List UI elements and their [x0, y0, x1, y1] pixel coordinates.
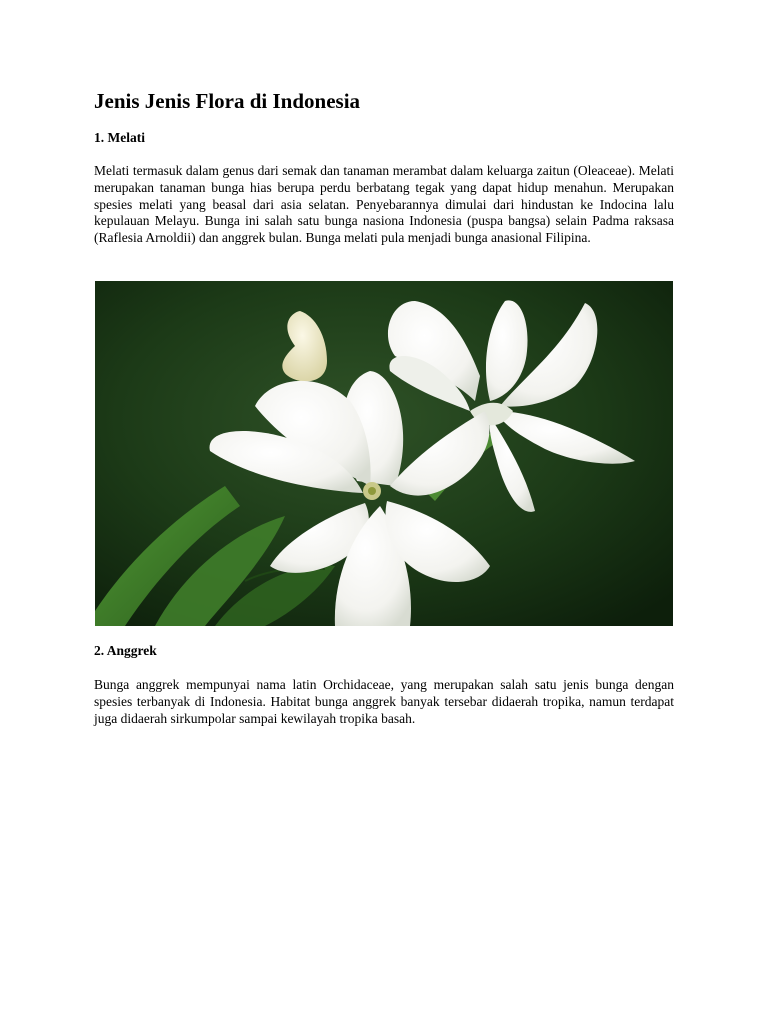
section-heading-anggrek: 2. Anggrek — [94, 643, 157, 658]
section-paragraph-melati: Melati termasuk dalam genus dari semak dan tanaman merambat dalam keluarga zaitun (Oleaceae). Melati merupakan tanaman bunga hias berupa perdu berbatang tegak yang dapat hidup menahun. Merupakan spesies melati yang beasal dari asia selatan. Penyebarannya dimulai dari hindustan ke Indocina lalu kepulauan Melayu. Bunga ini salah satu bunga nasiona Indonesia (puspa bangsa) selain Padma raksasa (Raflesia Arnoldii) dan anggrek bulan. Bunga melati pula menjadi bunga anasional Filipina. — [94, 163, 674, 246]
melati-flower-photo — [95, 281, 673, 626]
document-title: Jenis Jenis Flora di Indonesia — [94, 89, 361, 113]
section-heading-melati: 1. Melati — [94, 130, 145, 145]
section-paragraph-anggrek: Bunga anggrek mempunyai nama latin Orchidaceae, yang merupakan salah satu jenis bunga dengan spesies terbanyak di Indonesia. Habitat bunga anggrek banyak tersebar didaerah tropika, namun terdapat juga didaerah sirkumpolar sampai kewilayah tropika basah. — [94, 677, 674, 726]
